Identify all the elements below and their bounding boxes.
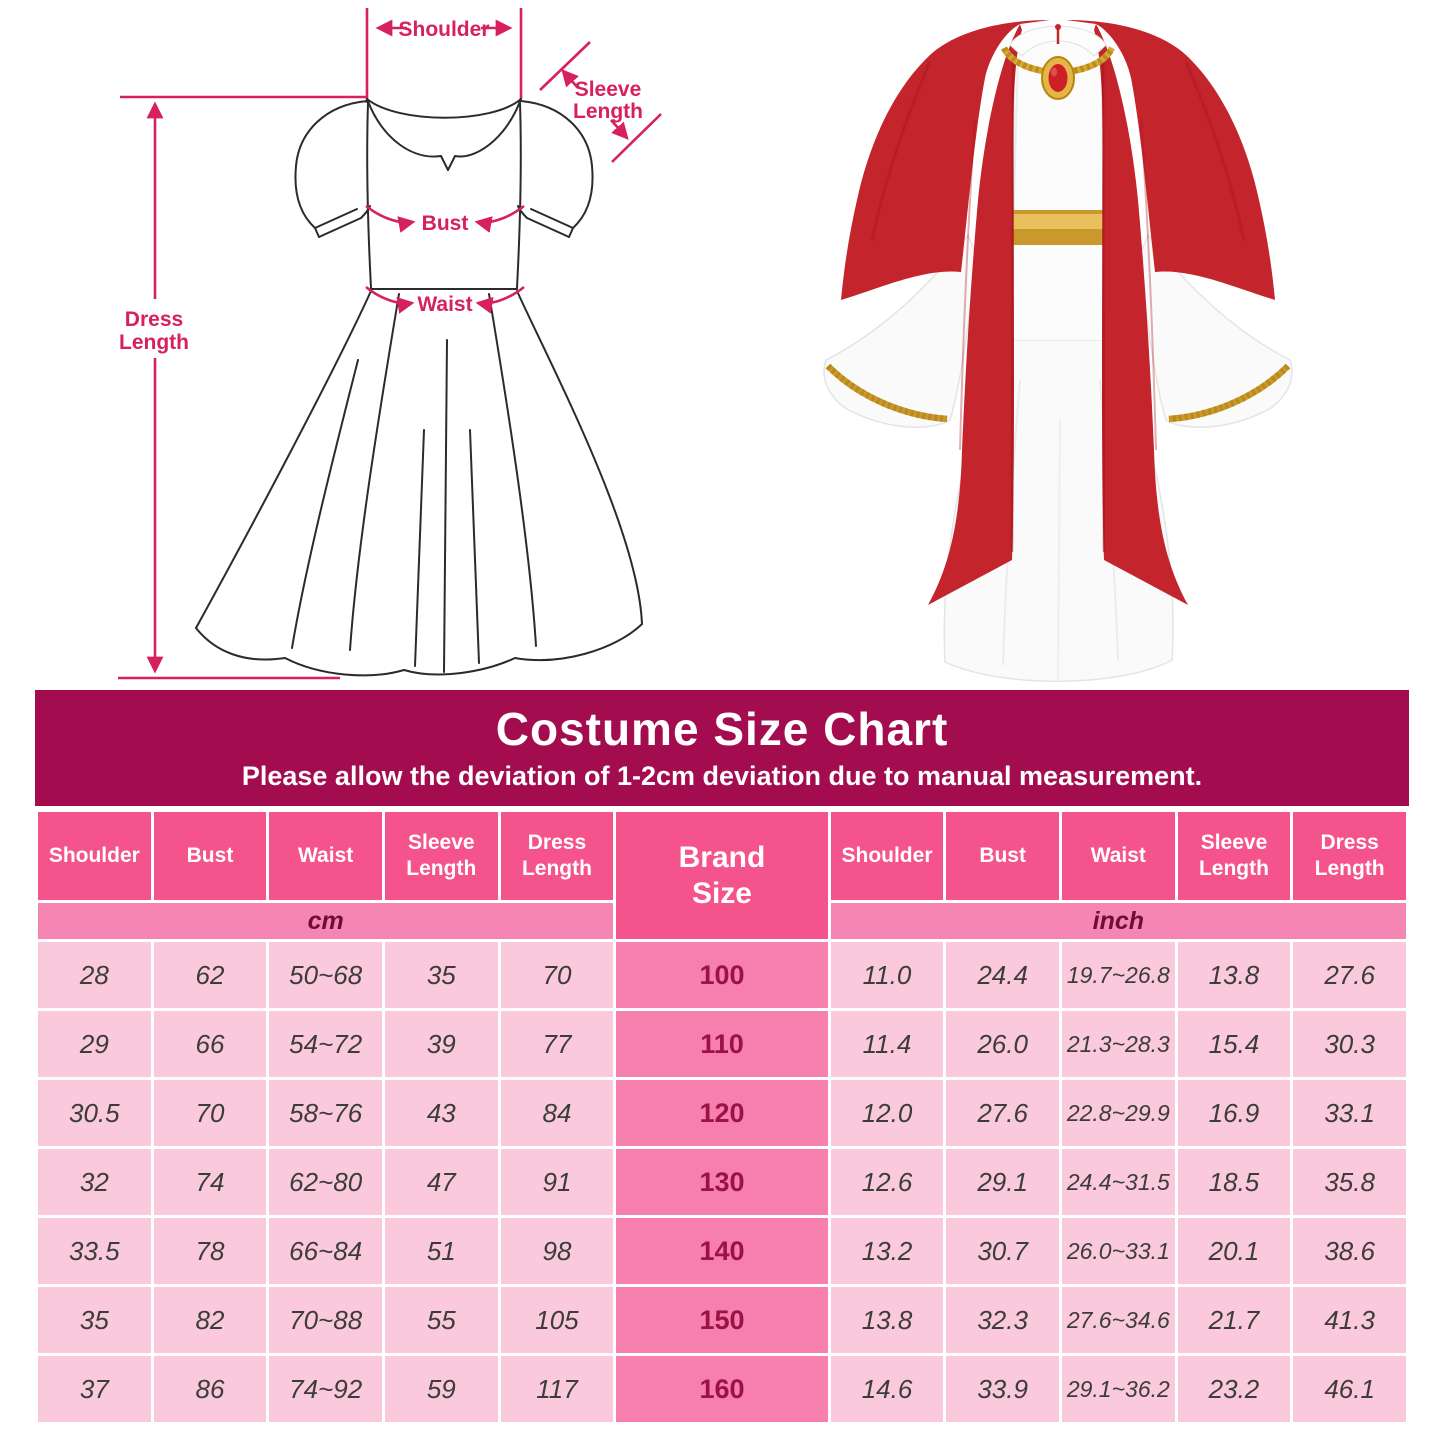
brand-size-value: 110: [616, 1011, 827, 1077]
cm-value: 98: [501, 1218, 614, 1284]
size-chart-title-band: [35, 690, 1409, 806]
cm-value: 78: [154, 1218, 267, 1284]
brand-size-value: 160: [616, 1356, 827, 1422]
dress-length-label-2: Length: [119, 331, 189, 354]
cm-value: 58~76: [269, 1080, 382, 1146]
inch-value: 27.6~34.6: [1062, 1287, 1175, 1353]
brand-size-value: 140: [616, 1218, 827, 1284]
header-row: [38, 812, 1406, 900]
brand-size-value: 150: [616, 1287, 827, 1353]
cm-value: 62: [154, 942, 267, 1008]
dress-sketch: [196, 99, 642, 675]
cm-value: 55: [385, 1287, 498, 1353]
cm-value: 32: [38, 1149, 151, 1215]
sleeve-length-annotation: [540, 42, 661, 162]
inch-value: 35.8: [1293, 1149, 1406, 1215]
cm-value: 51: [385, 1218, 498, 1284]
inch-value: 22.8~29.9: [1062, 1080, 1175, 1146]
inch-value: 46.1: [1293, 1356, 1406, 1422]
cm-value: 84: [501, 1080, 614, 1146]
inch-value: 29.1: [946, 1149, 1059, 1215]
inch-value: 23.2: [1178, 1356, 1291, 1422]
brand-size-header: Brand Size: [616, 812, 827, 939]
cm-value: 30.5: [38, 1080, 151, 1146]
cm-value: 82: [154, 1287, 267, 1353]
inch-value: 27.6: [946, 1080, 1059, 1146]
header-inch-shoulder: Shoulder: [831, 812, 944, 900]
cm-value: 70~88: [269, 1287, 382, 1353]
dress-length-label: Dress: [124, 308, 184, 331]
size-row-130: [38, 1149, 1406, 1215]
cm-value: 62~80: [269, 1149, 382, 1215]
shoulder-annotation: [367, 8, 521, 103]
top-section: [0, 0, 1445, 690]
dress-length-annotation: [118, 97, 367, 678]
inch-value: 26.0: [946, 1011, 1059, 1077]
inch-value: 12.0: [831, 1080, 944, 1146]
measurement-diagram: [0, 0, 722, 690]
cm-value: 105: [501, 1287, 614, 1353]
inch-value: 30.3: [1293, 1011, 1406, 1077]
header-cm-bust: Bust: [154, 812, 267, 900]
cm-value: 50~68: [269, 942, 382, 1008]
size-chart-section: [35, 690, 1409, 1425]
brand-size-value: 120: [616, 1080, 827, 1146]
waist-label: Waist: [417, 293, 473, 316]
size-row-140: [38, 1218, 1406, 1284]
inch-value: 24.4: [946, 942, 1059, 1008]
inch-value: 33.1: [1293, 1080, 1406, 1146]
size-row-150: [38, 1287, 1406, 1353]
cm-value: 74: [154, 1149, 267, 1215]
cm-value: 35: [385, 942, 498, 1008]
inch-value: 30.7: [946, 1218, 1059, 1284]
inch-value: 19.7~26.8: [1062, 942, 1175, 1008]
waist-annotation: [366, 287, 524, 316]
inch-value: 29.1~36.2: [1062, 1356, 1175, 1422]
inch-value: 21.7: [1178, 1287, 1291, 1353]
cm-value: 117: [501, 1356, 614, 1422]
bust-label: Bust: [421, 212, 469, 235]
inch-value: 41.3: [1293, 1287, 1406, 1353]
cm-value: 77: [501, 1011, 614, 1077]
cm-value: 33.5: [38, 1218, 151, 1284]
size-row-160: [38, 1356, 1406, 1422]
inch-value: 15.4: [1178, 1011, 1291, 1077]
size-row-100: [38, 942, 1406, 1008]
header-cm-waist: Waist: [269, 812, 382, 900]
inch-value: 38.6: [1293, 1218, 1406, 1284]
header-inch-sleeve-length: Sleeve Length: [1178, 812, 1291, 900]
inch-value: 33.9: [946, 1356, 1059, 1422]
inch-value: 13.8: [1178, 942, 1291, 1008]
inch-value: 32.3: [946, 1287, 1059, 1353]
cm-value: 43: [385, 1080, 498, 1146]
inch-value: 18.5: [1178, 1149, 1291, 1215]
inch-value: 13.2: [831, 1218, 944, 1284]
inch-value: 14.6: [831, 1356, 944, 1422]
size-row-110: [38, 1011, 1406, 1077]
inch-value: 24.4~31.5: [1062, 1149, 1175, 1215]
header-inch-waist: Waist: [1062, 812, 1175, 900]
cm-value: 39: [385, 1011, 498, 1077]
cm-value: 91: [501, 1149, 614, 1215]
cm-value: 35: [38, 1287, 151, 1353]
bust-annotation: [366, 206, 524, 235]
inch-value: 26.0~33.1: [1062, 1218, 1175, 1284]
cm-value: 59: [385, 1356, 498, 1422]
header-inch-dress-length: Dress Length: [1293, 812, 1406, 900]
size-row-120: [38, 1080, 1406, 1146]
cm-value: 29: [38, 1011, 151, 1077]
unit-cm: cm: [38, 903, 613, 939]
cm-value: 70: [154, 1080, 267, 1146]
cm-value: 74~92: [269, 1356, 382, 1422]
costume-photo: [722, 0, 1445, 690]
sleeve-length-label: Sleeve: [574, 78, 642, 101]
cm-value: 47: [385, 1149, 498, 1215]
header-cm-dress-length: Dress Length: [501, 812, 614, 900]
brand-size-value: 100: [616, 942, 827, 1008]
header-cm-shoulder: Shoulder: [38, 812, 151, 900]
header-cm-sleeve-length: Sleeve Length: [385, 812, 498, 900]
inch-value: 12.6: [831, 1149, 944, 1215]
size-chart-subtitle: Please allow the deviation of 1-2cm deviation due to manual measurement.: [241, 760, 1203, 791]
cm-value: 70: [501, 942, 614, 1008]
size-chart-title: Costume Size Chart: [495, 703, 949, 755]
inch-value: 16.9: [1178, 1080, 1291, 1146]
header-inch-bust: Bust: [946, 812, 1059, 900]
size-table: [35, 809, 1409, 1425]
cm-value: 28: [38, 942, 151, 1008]
cm-value: 66~84: [269, 1218, 382, 1284]
cm-value: 37: [38, 1356, 151, 1422]
inch-value: 20.1: [1178, 1218, 1291, 1284]
inch-value: 21.3~28.3: [1062, 1011, 1175, 1077]
unit-inch: inch: [831, 903, 1406, 939]
brand-size-value: 130: [616, 1149, 827, 1215]
sleeve-length-label-2: Length: [573, 100, 643, 123]
inch-value: 13.8: [831, 1287, 944, 1353]
inch-value: 11.0: [831, 942, 944, 1008]
inch-value: 27.6: [1293, 942, 1406, 1008]
cm-value: 66: [154, 1011, 267, 1077]
cm-value: 54~72: [269, 1011, 382, 1077]
inch-value: 11.4: [831, 1011, 944, 1077]
cm-value: 86: [154, 1356, 267, 1422]
shoulder-label: Shoulder: [398, 18, 490, 41]
